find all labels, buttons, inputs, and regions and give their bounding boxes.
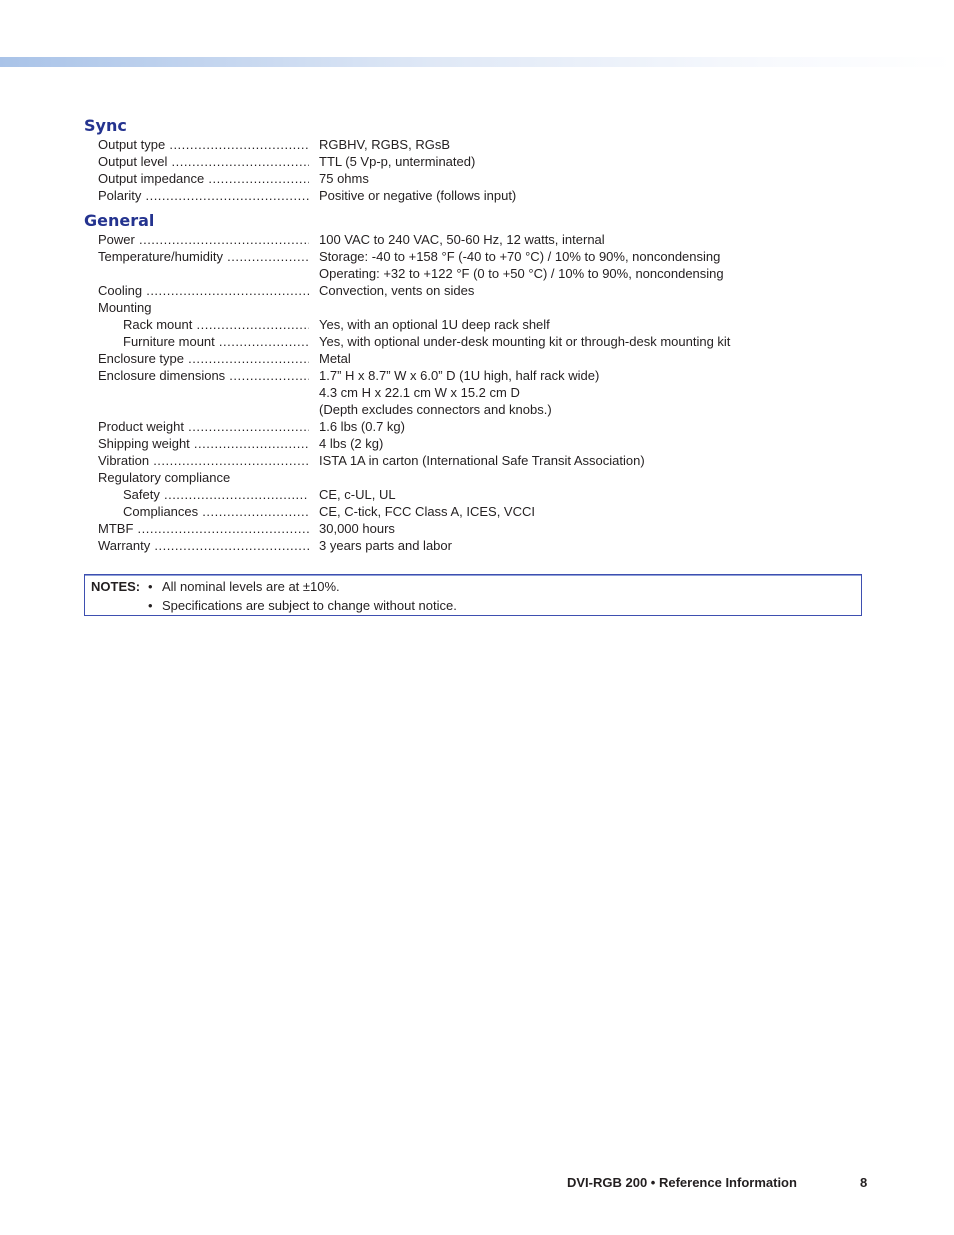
spec-label: Safety ..... xyxy=(123,486,309,503)
spec-row xyxy=(84,187,874,204)
footer-doc-title: DVI-RGB 200 • Reference Information xyxy=(567,1175,797,1190)
section-heading-general: General xyxy=(84,211,155,230)
spec-value: Storage: -40 to +158 °F (-40 to +70 °C) / 10% to 90%, noncondensing xyxy=(319,249,721,264)
spec-value: 1.7” H x 8.7” W x 6.0” D (1U high, half rack wide) xyxy=(319,368,600,383)
spec-value: 4.3 cm H x 22.1 cm W x 15.2 cm D xyxy=(319,385,520,400)
spec-value: CE, c-UL, UL xyxy=(319,487,396,502)
bullet-icon: • xyxy=(148,598,153,613)
spec-row xyxy=(84,282,874,299)
spec-value: 4 lbs (2 kg) xyxy=(319,436,384,451)
spec-value: CE, C-tick, FCC Class A, ICES, VCCI xyxy=(319,504,535,519)
spec-value: 100 VAC to 240 VAC, 50-60 Hz, 12 watts, internal xyxy=(319,232,605,247)
spec-label: Shipping weight ..... xyxy=(98,435,309,452)
spec-value: Yes, with an optional 1U deep rack shelf xyxy=(319,317,550,332)
note-item xyxy=(148,578,340,595)
spec-value: TTL (5 Vp-p, unterminated) xyxy=(319,154,476,169)
sync-spec-list xyxy=(84,136,874,204)
general-spec-list xyxy=(84,231,874,554)
spec-label: Cooling ..... xyxy=(98,282,309,299)
spec-value: (Depth excludes connectors and knobs.) xyxy=(319,402,552,417)
spec-row xyxy=(84,503,874,520)
note-item xyxy=(148,597,457,614)
spec-value: 75 ohms xyxy=(319,171,369,186)
spec-label: Output type ..... xyxy=(98,136,309,153)
spec-row xyxy=(84,350,874,367)
notes-box xyxy=(84,574,862,616)
spec-value: Operating: +32 to +122 °F (0 to +50 °C) / 10% to 90%, noncondensing xyxy=(319,266,724,281)
spec-row xyxy=(84,537,874,554)
spec-value: 3 years parts and labor xyxy=(319,538,452,553)
spec-label: Enclosure dimensions ..... xyxy=(98,367,309,384)
spec-label: Compliances ..... xyxy=(123,503,309,520)
spec-value: Metal xyxy=(319,351,351,366)
spec-label: Regulatory compliance xyxy=(98,470,231,485)
spec-row xyxy=(84,136,874,153)
spec-value: Positive or negative (follows input) xyxy=(319,188,517,203)
spec-label: Rack mount ..... xyxy=(123,316,309,333)
spec-value: ISTA 1A in carton (International Safe Transit Association) xyxy=(319,453,645,468)
spec-row xyxy=(84,248,874,265)
spec-group-heading xyxy=(84,469,874,486)
spec-label: Output impedance ..... xyxy=(98,170,309,187)
spec-label: MTBF ..... xyxy=(98,520,309,537)
spec-row xyxy=(84,520,874,537)
spec-value: 1.6 lbs (0.7 kg) xyxy=(319,419,405,434)
notes-label: NOTES: xyxy=(91,579,141,594)
spec-label: Enclosure type ..... xyxy=(98,350,309,367)
spec-row xyxy=(84,367,874,384)
note-text: All nominal levels are at ±10%. xyxy=(162,579,340,594)
spec-content xyxy=(84,116,874,554)
spec-row-continuation xyxy=(84,265,874,282)
spec-value: Yes, with optional under-desk mounting kit or through-desk mounting kit xyxy=(319,334,731,349)
spec-row xyxy=(84,333,874,350)
footer-page-number: 8 xyxy=(860,1175,868,1190)
spec-row xyxy=(84,231,874,248)
spec-row xyxy=(84,170,874,187)
spec-value: 30,000 hours xyxy=(319,521,395,536)
spec-label: Power ..... xyxy=(98,231,309,248)
spec-row xyxy=(84,418,874,435)
spec-label: Product weight ..... xyxy=(98,418,309,435)
spec-row xyxy=(84,316,874,333)
note-text: Specifications are subject to change without notice. xyxy=(162,598,457,613)
bullet-icon: • xyxy=(148,579,153,594)
spec-row-continuation xyxy=(84,384,874,401)
spec-row-continuation xyxy=(84,401,874,418)
spec-value: RGBHV, RGBS, RGsB xyxy=(319,137,450,152)
spec-row xyxy=(84,153,874,170)
header-gradient-bar xyxy=(0,57,954,67)
spec-label: Output level ..... xyxy=(98,153,309,170)
spec-value: Convection, vents on sides xyxy=(319,283,475,298)
spec-row xyxy=(84,452,874,469)
spec-label: Mounting xyxy=(98,300,152,315)
spec-label: Temperature/humidity ..... xyxy=(98,248,309,265)
spec-label: Polarity ..... xyxy=(98,187,309,204)
section-heading-sync: Sync xyxy=(84,116,127,135)
spec-row xyxy=(84,435,874,452)
spec-group-heading xyxy=(84,299,874,316)
spec-row xyxy=(84,486,874,503)
spec-label: Warranty ..... xyxy=(98,537,309,554)
spec-label: Furniture mount ..... xyxy=(123,333,309,350)
spec-label: Vibration ..... xyxy=(98,452,309,469)
